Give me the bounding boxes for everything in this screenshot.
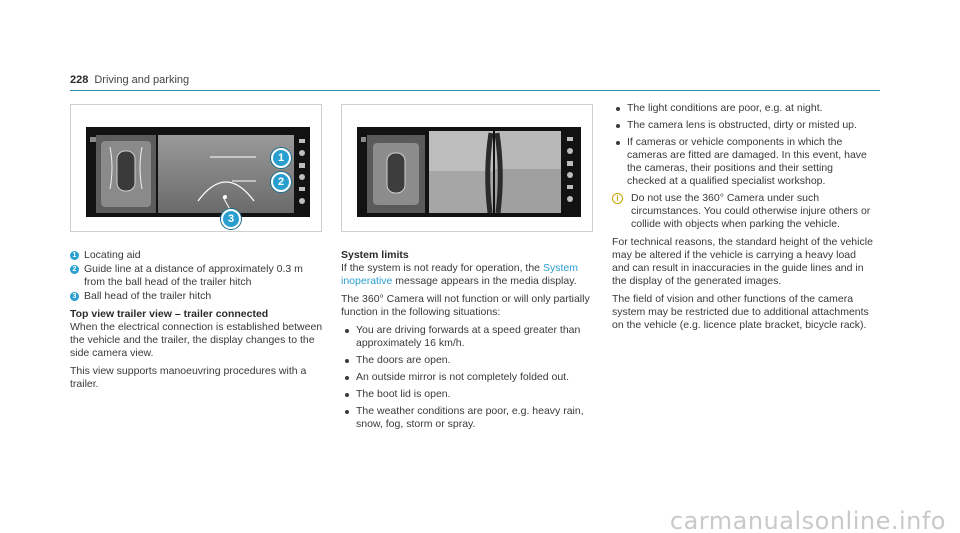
left-column — [70, 249, 326, 396]
list-item-text: The boot lid is open. — [356, 388, 451, 400]
bullet-icon — [345, 410, 349, 414]
paragraph: The field of vision and other functions of the camera system may be restricted due to additional attachments on the vehicle (e.g. licence plate bracket, bicycle rack). — [612, 293, 869, 331]
page-number: 228 — [70, 74, 89, 86]
note — [612, 192, 874, 231]
list-item-text: An outside mirror is not completely folded out. — [356, 371, 570, 383]
legend-number: 1 — [70, 251, 79, 260]
list-item-text: You are driving forwards at a speed greater than approximately 16 km/h. — [356, 324, 581, 349]
info-icon: i — [612, 193, 623, 204]
note-text: Do not use the 360° Camera under such circumstances. You could otherwise injure others or collide with objects when parking the vehicle. — [631, 192, 871, 230]
list-item — [341, 405, 597, 431]
legend-number: 3 — [70, 292, 79, 301]
right-column — [612, 102, 874, 337]
section-title: Driving and parking — [94, 74, 190, 86]
callout-3: 3 — [221, 209, 241, 229]
bullet-icon — [616, 141, 620, 145]
list-item — [341, 388, 597, 401]
paragraph: This view supports manoeuvring procedures with a trailer. — [70, 365, 307, 390]
header-rule — [70, 90, 880, 91]
legend-item — [70, 263, 326, 289]
middle-column — [341, 244, 597, 435]
list-item — [341, 354, 597, 367]
bullet-icon — [345, 329, 349, 333]
side-camera-image — [357, 127, 581, 217]
text-run: message appears in the media display. — [392, 275, 577, 287]
figure-side-camera-view — [341, 104, 593, 232]
bullet-icon — [616, 107, 620, 111]
legend-text: Guide line at a distance of approximately 0.3 m from the ball head of the trailer hitch — [84, 263, 303, 288]
figure-trailer-view — [70, 104, 322, 232]
watermark: carmanualsonline.info — [669, 507, 946, 533]
section-heading: Top view trailer view – trailer connected — [70, 308, 269, 320]
legend-item — [70, 290, 326, 303]
legend-text: Locating aid — [84, 249, 141, 261]
legend-item — [70, 249, 326, 262]
paragraph: For technical reasons, the standard height of the vehicle may be altered if the vehicle is carrying a heavy load and can result in inaccuracies in the guide lines and in the display of the generated images. — [612, 236, 873, 287]
callout-2: 2 — [271, 172, 291, 192]
list-item — [612, 136, 874, 188]
list-item-text: The weather conditions are poor, e.g. heavy rain, snow, fog, storm or spray. — [356, 405, 584, 430]
list-item — [341, 324, 597, 350]
list-item — [612, 119, 874, 132]
list-item — [612, 102, 874, 115]
paragraph: When the electrical connection is established between the vehicle and the trailer, the display changes to the side camera view. — [70, 321, 323, 359]
paragraph: The 360° Camera will not function or will only partially function in the following situations: — [341, 293, 590, 318]
section-heading: System limits — [341, 249, 409, 261]
paragraph — [341, 262, 597, 288]
message-reference: System inoperative — [341, 262, 578, 287]
list-item — [341, 371, 597, 384]
bullet-icon — [345, 376, 349, 380]
camera-display — [357, 127, 581, 217]
bullet-icon — [616, 124, 620, 128]
legend-text: Ball head of the trailer hitch — [84, 290, 212, 302]
list-item-text: The light conditions are poor, e.g. at night. — [627, 102, 823, 114]
legend-number: 2 — [70, 265, 79, 274]
bullet-icon — [345, 393, 349, 397]
list-item-text: The doors are open. — [356, 354, 451, 366]
page-header — [70, 74, 189, 88]
list-item-text: The camera lens is obstructed, dirty or misted up. — [627, 119, 857, 131]
callout-1: 1 — [271, 148, 291, 168]
list-item-text: If cameras or vehicle components in which the cameras are fitted are damaged. In this event, have the cameras, their positions and their setting checked at a qualified specialist workshop. — [627, 136, 867, 187]
text-run: If the system is not ready for operation, the — [341, 262, 543, 274]
bullet-icon — [345, 359, 349, 363]
